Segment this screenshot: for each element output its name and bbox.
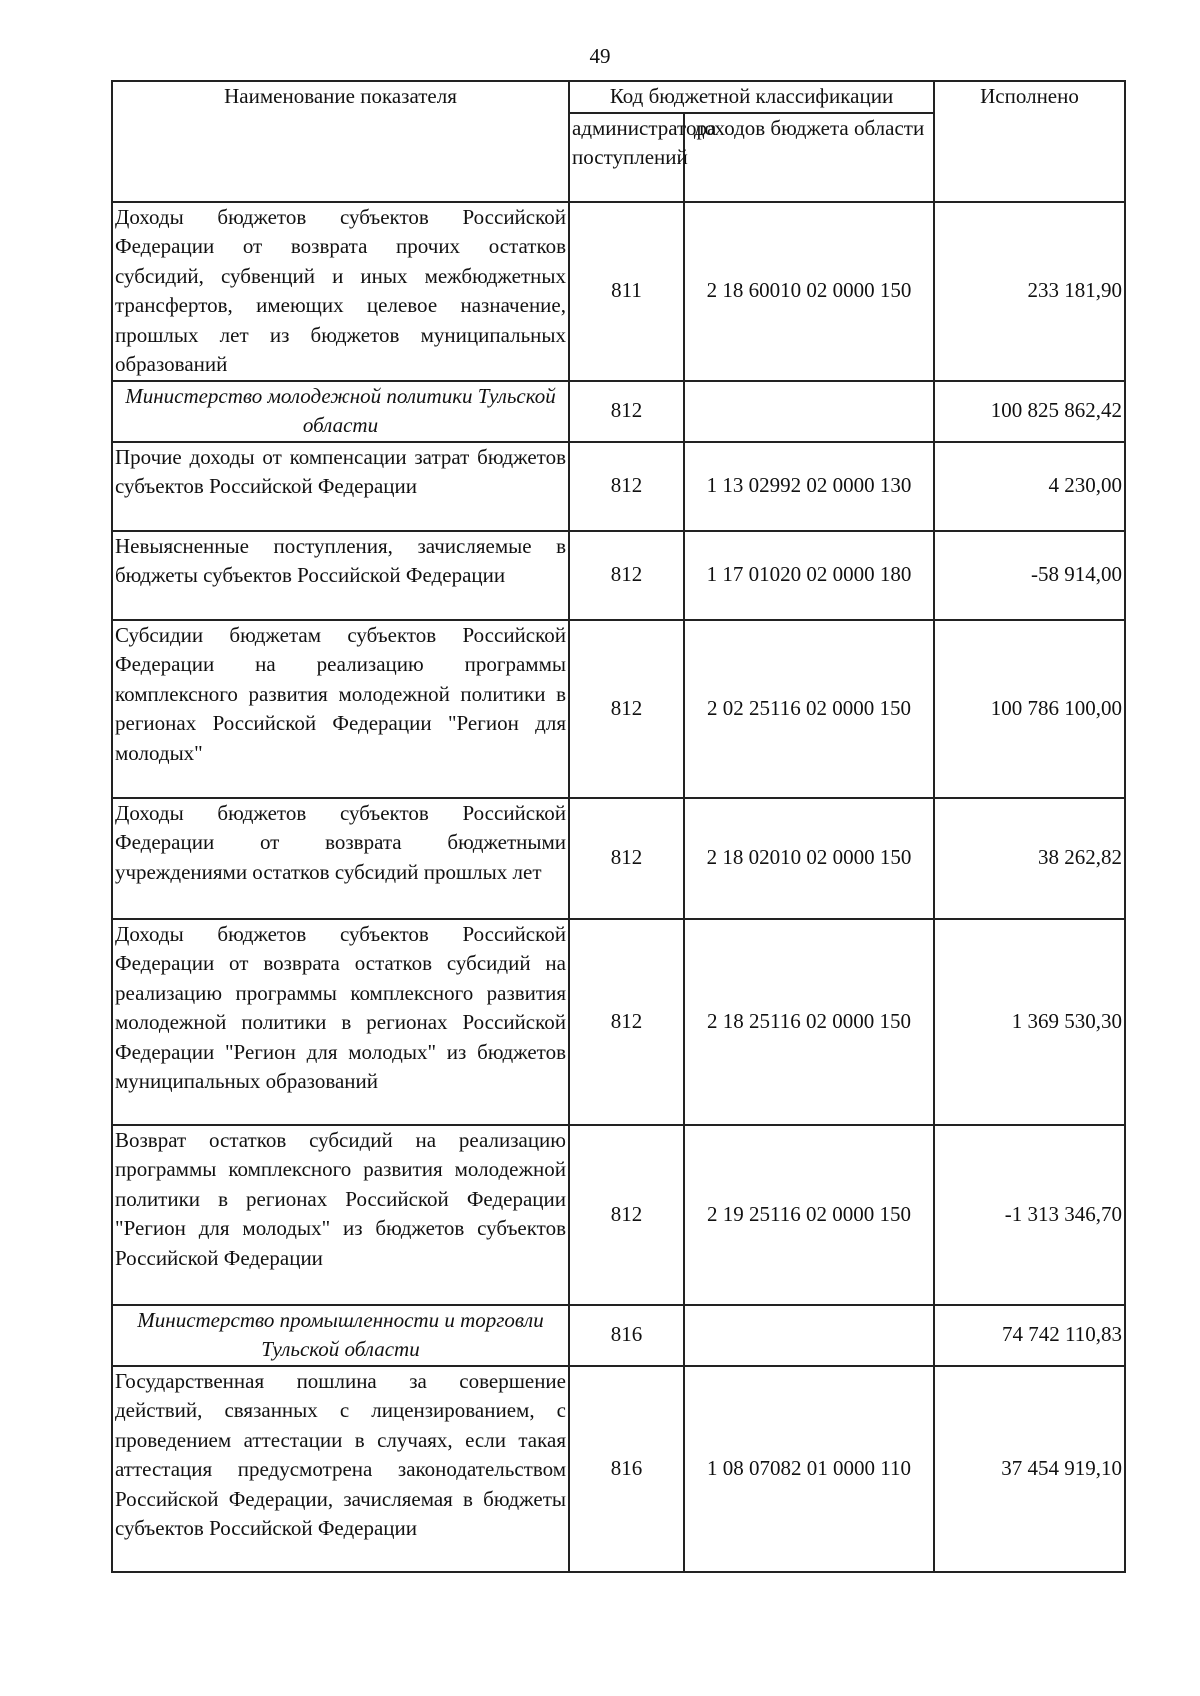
row-name: Министерство молодежной политики Тульской области <box>112 381 569 442</box>
row-revenue-code: 2 02 25116 02 0000 150 <box>684 620 934 798</box>
row-name: Невыясненные поступления, зачисляемые в бюджеты субъектов Российской Федерации <box>112 531 569 620</box>
row-amount: 74 742 110,83 <box>934 1305 1125 1366</box>
row-name: Доходы бюджетов субъектов Российской Федерации от возврата бюджетными учреждениями остатков субсидий прошлых лет <box>112 798 569 919</box>
row-amount: -58 914,00 <box>934 531 1125 620</box>
row-revenue-code: 2 18 02010 02 0000 150 <box>684 798 934 919</box>
row-name: Субсидии бюджетам субъектов Российской Федерации на реализацию программы комплексного развития молодежной политики в регионах Российской Федерации "Регион для молодых" <box>112 620 569 798</box>
row-admin-code: 812 <box>569 919 684 1125</box>
row-amount: 38 262,82 <box>934 798 1125 919</box>
row-admin-code: 816 <box>569 1366 684 1572</box>
table-row <box>112 381 1125 442</box>
row-admin-code: 816 <box>569 1305 684 1366</box>
row-revenue-code: 2 18 25116 02 0000 150 <box>684 919 934 1125</box>
table-row <box>112 202 1125 381</box>
header-admin: администратора поступлений <box>569 113 684 202</box>
table-row <box>112 1305 1125 1366</box>
row-revenue-code: 2 18 60010 02 0000 150 <box>684 202 934 381</box>
table-row <box>112 1366 1125 1572</box>
row-revenue-code: 1 17 01020 02 0000 180 <box>684 531 934 620</box>
row-name: Государственная пошлина за совершение действий, связанных с лицензированием, с проведением аттестации в случаях, если такая аттестация предусмотрена законодательством Российской Федерации, зачисляемая в бюджеты субъектов Российской Федерации <box>112 1366 569 1572</box>
row-amount: 233 181,90 <box>934 202 1125 381</box>
row-name: Прочие доходы от компенсации затрат бюджетов субъектов Российской Федерации <box>112 442 569 531</box>
row-amount: 100 825 862,42 <box>934 381 1125 442</box>
page-number: 49 <box>589 44 611 68</box>
row-admin-code: 812 <box>569 531 684 620</box>
table-row <box>112 798 1125 919</box>
row-admin-code: 811 <box>569 202 684 381</box>
row-amount: -1 313 346,70 <box>934 1125 1125 1305</box>
row-admin-code: 812 <box>569 620 684 798</box>
row-amount: 100 786 100,00 <box>934 620 1125 798</box>
header-name: Наименование показателя <box>112 81 569 202</box>
row-name: Доходы бюджетов субъектов Российской Федерации от возврата остатков субсидий на реализацию программы комплексного развития молодежной политики в регионах Российской Федерации "Регион для молодых" из бюджетов муниципальных образований <box>112 919 569 1125</box>
table-row <box>112 531 1125 620</box>
table-row <box>112 1125 1125 1305</box>
row-admin-code: 812 <box>569 442 684 531</box>
row-amount: 4 230,00 <box>934 442 1125 531</box>
row-amount: 1 369 530,30 <box>934 919 1125 1125</box>
table-header <box>112 81 1125 202</box>
row-revenue-code <box>684 1305 934 1366</box>
row-admin-code: 812 <box>569 798 684 919</box>
row-revenue-code <box>684 381 934 442</box>
table-body <box>112 202 1125 1572</box>
header-code-group: Код бюджетной классификации <box>569 81 934 113</box>
row-name: Министерство промышленности и торговли Тульской области <box>112 1305 569 1366</box>
row-revenue-code: 2 19 25116 02 0000 150 <box>684 1125 934 1305</box>
table-row <box>112 442 1125 531</box>
budget-table <box>111 80 1126 1573</box>
row-admin-code: 812 <box>569 1125 684 1305</box>
row-revenue-code: 1 08 07082 01 0000 110 <box>684 1366 934 1572</box>
header-executed: Исполнено <box>934 81 1125 202</box>
row-revenue-code: 1 13 02992 02 0000 130 <box>684 442 934 531</box>
table-row <box>112 620 1125 798</box>
row-name: Доходы бюджетов субъектов Российской Федерации от возврата прочих остатков субсидий, субвенций и иных межбюджетных трансфертов, имеющих целевое назначение, прошлых лет из бюджетов муниципальных образований <box>112 202 569 381</box>
table-row <box>112 919 1125 1125</box>
row-admin-code: 812 <box>569 381 684 442</box>
row-name: Возврат остатков субсидий на реализацию программы комплексного развития молодежной политики в регионах Российской Федерации "Регион для молодых" из бюджетов субъектов Российской Федерации <box>112 1125 569 1305</box>
header-revenue: доходов бюджета области <box>684 113 934 202</box>
row-amount: 37 454 919,10 <box>934 1366 1125 1572</box>
